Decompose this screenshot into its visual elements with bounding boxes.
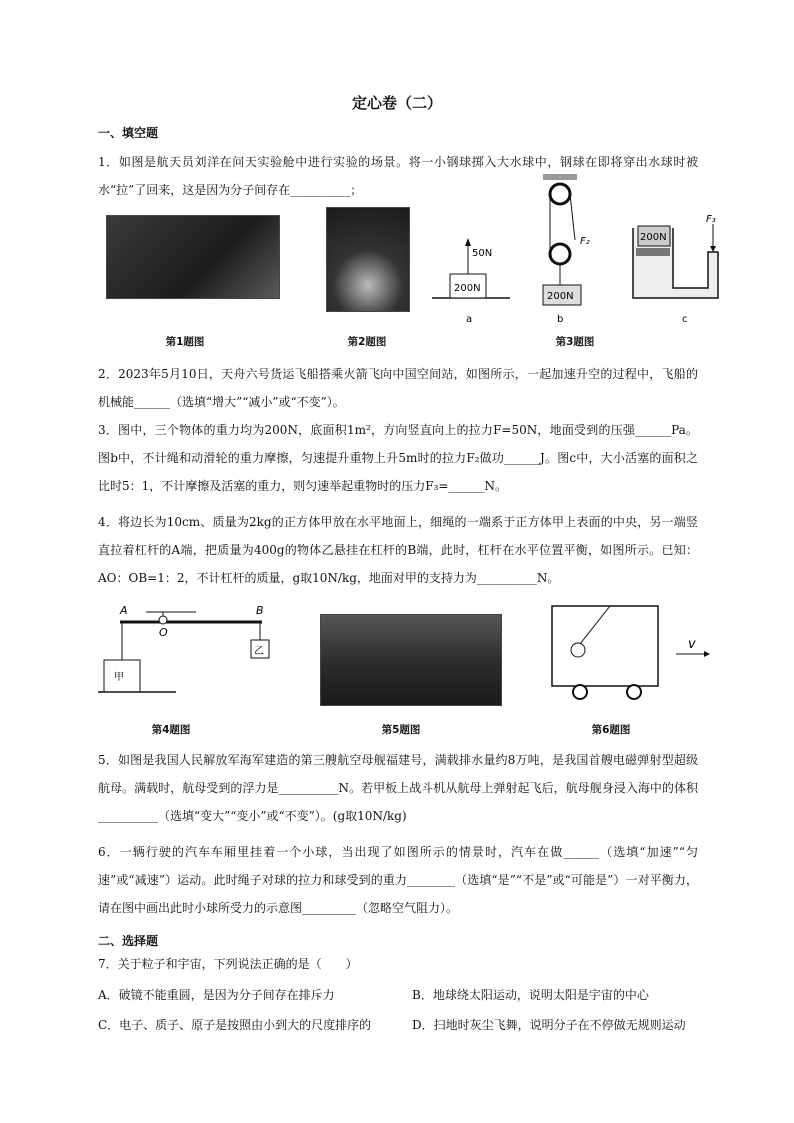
q7-option-a: A．破镜不能重圆，是因为分子间存在排斥力 xyxy=(98,988,335,1002)
fig4-label-o: O xyxy=(159,626,168,639)
question-6: 6．一辆行驶的汽车车厢里挂着一个小球，当出现了如图所示的情景时，汽车在做______（选填“加速”“匀速”或“减速”）运动。此时绳子对球的拉力和球受到的重力________（选填“是”“不是”或“可能是”）一对平衡力，请在图中画出此时小球所受力的示意图_________（忽略空气阻力）。 xyxy=(98,845,698,915)
fig3-diagram xyxy=(430,170,730,330)
q7-option-c: C．电子、质子、原子是按照由小到大的尺度排序的 xyxy=(98,1018,372,1032)
fig3b-fixed-pulley xyxy=(550,184,570,204)
section-multiple-choice: 二、选择题 xyxy=(98,934,159,948)
fig6-diagram xyxy=(550,602,720,712)
fig4-caption: 第4题图 xyxy=(151,724,191,736)
fig3c-weight-label: 200N xyxy=(640,232,667,243)
fig4-label-a: A xyxy=(120,604,128,617)
question-1: 1．如图是航天员刘洋在问天实验舱中进行实验的场景。将一小钢球掷入大水球中，钢球在即将穿出水球时被水“拉”了回来，这是因为分子间存在__________； xyxy=(98,155,698,197)
fig3a-force-label: 50N xyxy=(472,248,493,259)
fig1-caption: 第1题图 xyxy=(165,336,205,348)
fig4-pivot xyxy=(159,616,167,624)
section-fill-blank: 一、填空题 xyxy=(98,126,159,140)
question-3: 3．图中，三个物体的重力均为200N，底面积1m²，方向竖直向上的拉力F=50N，地面受到的压强______Pa。图b中，不计绳和动滑轮的重力摩擦，匀速提升重物上升5m时的拉力F₂做功______J。图c中，大小活塞的面积之比时5：1，不计摩擦及活塞的重力，则匀速举起重物时的压力F₃=______N。 xyxy=(98,423,698,493)
fig3c-f3-label: F₃ xyxy=(706,214,716,225)
page-title: 定心卷（二） xyxy=(351,94,442,112)
fig6-caption: 第6题图 xyxy=(591,724,631,736)
fig1-photo xyxy=(106,215,280,299)
q7-option-d: D．扫地时灰尘飞舞，说明分子在不停做无规则运动 xyxy=(412,1018,686,1032)
fig2-photo xyxy=(326,207,410,312)
fig4-label-yi: 乙 xyxy=(254,646,264,657)
fig3-caption: 第3题图 xyxy=(555,336,595,348)
fig6-ball xyxy=(571,643,585,657)
q7-option-b: B．地球绕太阳运动，说明太阳是宇宙的中心 xyxy=(412,988,649,1002)
fig5-photo xyxy=(320,614,502,706)
fig6-car-body xyxy=(552,606,658,686)
question-5: 5．如图是我国人民解放军海军建造的第三艘航空母舰福建号，满载排水量约8万吨，是我国首艘电磁弹射型超级航母。满载时，航母受到的浮力是__________N。若甲板上战斗机从航母上弹射起飞后，航母舰身浸入海中的体积__________（选填“变大”“变小”或“不变”）。(g取10N/kg) xyxy=(98,753,698,823)
fig6-wheel-left xyxy=(573,685,587,699)
question-4: 4．将边长为10cm、质量为2kg的正方体甲放在水平地面上，细绳的一端系于正方体甲上表面的中央，另一端竖直拉着杠杆的A端，把质量为400g的物体乙悬挂在杠杆的B端，此时，杠杆在水平位置平衡，如图所示。已知：AO：OB=1：2，不计杠杆的质量，g取10N/kg，地面对甲的支持力为__________N。 xyxy=(98,515,698,585)
fig4-label-b: B xyxy=(256,604,264,617)
fig3b-moving-pulley xyxy=(550,244,570,264)
fig3b-label: b xyxy=(557,314,564,325)
fig6-velocity-label: v xyxy=(688,637,696,652)
fig6-wheel-right xyxy=(627,685,641,699)
fig3c-label: c xyxy=(682,314,688,325)
fig3b-ceiling xyxy=(543,174,577,180)
question-2: 2．2023年5月10日，天舟六号货运飞船搭乘火箭飞向中国空间站，如图所示，一起加速升空的过程中，飞船的机械能______（选填“增大”“减小”或“不变”）。 xyxy=(98,367,698,409)
fig5-caption: 第5题图 xyxy=(381,724,421,736)
fig4-label-jia: 甲 xyxy=(114,672,124,683)
fig3b-f2-label: F₂ xyxy=(580,236,590,247)
fig4-diagram xyxy=(96,600,276,710)
fig3b-weight-label: 200N xyxy=(547,291,574,302)
question-7: 7．关于粒子和宇宙，下列说法正确的是（ ） xyxy=(98,957,358,971)
fig2-caption: 第2题图 xyxy=(347,336,387,348)
fig3a-label: a xyxy=(466,314,473,325)
fig3a-weight-label: 200N xyxy=(454,283,481,294)
